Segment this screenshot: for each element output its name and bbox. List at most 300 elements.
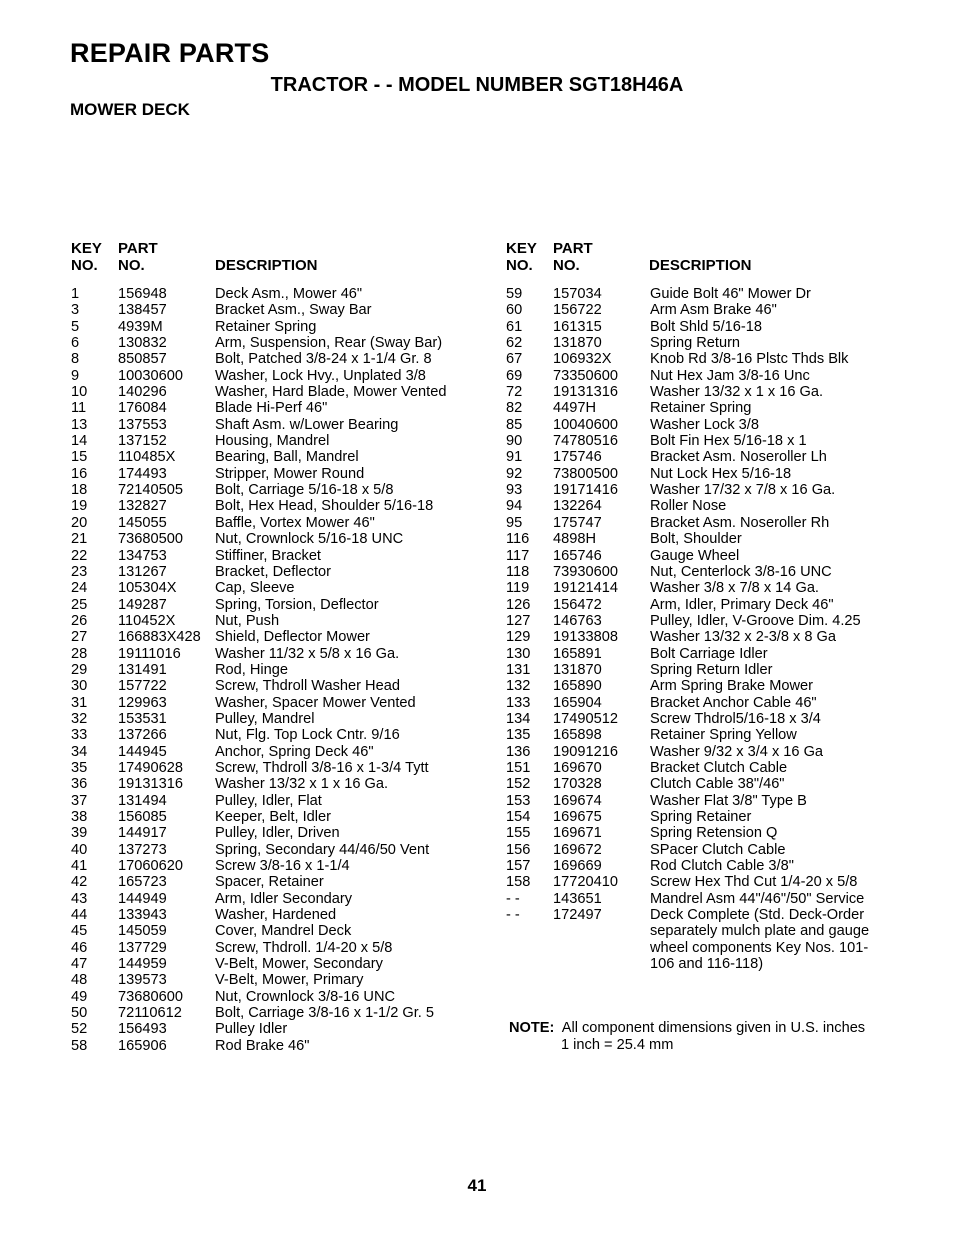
description: Retainer Spring Yellow <box>650 727 797 744</box>
part-no: 19171416 <box>553 482 618 499</box>
model-subtitle: TRACTOR - - MODEL NUMBER SGT18H46A <box>270 74 684 96</box>
table-row <box>506 776 906 792</box>
table-row <box>506 564 906 580</box>
table-row <box>506 891 906 907</box>
table-rows-right <box>506 286 906 972</box>
key-no: 32 <box>71 710 88 727</box>
part-no: 110485X <box>118 449 176 466</box>
key-no: 118 <box>506 563 530 580</box>
key-no: 48 <box>71 972 88 989</box>
part-no: 174493 <box>118 465 167 482</box>
table-row <box>71 760 471 776</box>
description: Spring, Torsion, Deflector <box>215 596 379 613</box>
table-row <box>71 384 471 400</box>
part-no: 156722 <box>553 302 602 319</box>
key-header-line1: KEY <box>71 240 102 257</box>
table-row <box>71 825 471 841</box>
part-no: 144949 <box>118 890 167 907</box>
key-no: 41 <box>71 858 88 875</box>
table-row <box>71 1038 471 1054</box>
description: Arm Spring Brake Mower <box>650 678 814 695</box>
table-row <box>506 727 906 743</box>
part-no: 169669 <box>553 858 602 875</box>
key-no: 131 <box>506 661 531 678</box>
key-no: 36 <box>71 776 88 793</box>
description: 106 and 116-118) <box>650 956 764 973</box>
part-no: 106932X <box>553 351 612 368</box>
description: Washer Flat 3/8" Type B <box>650 792 807 809</box>
part-no: 161315 <box>553 318 602 335</box>
description: Bolt, Carriage 3/8-16 x 1-1/2 Gr. 5 <box>215 1005 435 1022</box>
description: Cover, Mandrel Deck <box>215 923 352 940</box>
part-no: 131494 <box>118 792 167 809</box>
key-no: 129 <box>506 629 531 646</box>
description: Nut, Crownlock 5/16-18 UNC <box>215 531 404 548</box>
description: Arm, Suspension, Rear (Sway Bar) <box>215 335 443 352</box>
key-no: - - <box>506 907 520 924</box>
part-no: 165898 <box>553 727 602 744</box>
key-no: 127 <box>506 612 531 629</box>
section-heading: MOWER DECK <box>70 100 190 119</box>
key-no: 31 <box>71 694 88 711</box>
key-no: 117 <box>506 547 530 564</box>
description: Deck Asm., Mower 46" <box>215 286 363 302</box>
description: Rod Brake 46" <box>215 1037 310 1054</box>
table-row <box>71 776 471 792</box>
table-row <box>71 449 471 465</box>
part-no: 153531 <box>118 710 167 727</box>
part-no: 165723 <box>118 874 167 891</box>
description: Spring Retainer <box>650 809 752 825</box>
key-no: 14 <box>71 433 88 450</box>
key-no: 95 <box>506 514 523 531</box>
part-no: 166883X428 <box>118 629 201 646</box>
table-header-right <box>506 240 906 278</box>
part-no: 169675 <box>553 809 602 825</box>
table-row <box>506 482 906 498</box>
description: Deck Complete (Std. Deck-Order <box>650 907 865 924</box>
key-no: - - <box>506 890 520 907</box>
table-row <box>506 793 906 809</box>
description: Gauge Wheel <box>650 547 740 564</box>
description: Spring Return Idler <box>650 661 773 678</box>
description-header: DESCRIPTION <box>215 257 318 274</box>
part-header-line1: PART <box>553 240 593 257</box>
part-no: 165906 <box>118 1037 167 1054</box>
description: Retainer Spring <box>215 318 317 335</box>
key-no: 156 <box>506 841 531 858</box>
table-row <box>506 695 906 711</box>
key-no: 22 <box>71 547 88 564</box>
description: Retainer Spring <box>650 400 752 417</box>
key-no: 85 <box>506 416 523 433</box>
description-header: DESCRIPTION <box>649 257 752 274</box>
table-header-left <box>71 240 471 278</box>
key-no: 15 <box>71 449 88 466</box>
table-row <box>71 842 471 858</box>
table-row <box>71 1021 471 1037</box>
table-row <box>71 515 471 531</box>
description: Bracket, Deflector <box>215 563 331 580</box>
description: Stripper, Mower Round <box>215 465 365 482</box>
table-row <box>506 825 906 841</box>
table-row <box>506 302 906 318</box>
table-row <box>506 351 906 367</box>
table-row <box>506 711 906 727</box>
description: Keeper, Belt, Idler <box>215 809 332 825</box>
note <box>509 1020 909 1054</box>
description: V-Belt, Mower, Primary <box>215 972 364 989</box>
table-row <box>506 433 906 449</box>
part-no: 19091216 <box>553 743 618 760</box>
part-no: 19111016 <box>118 645 181 662</box>
description: Washer, Spacer Mower Vented <box>215 694 416 711</box>
table-row <box>71 466 471 482</box>
description: Bracket Anchor Cable 46" <box>650 694 817 711</box>
key-no: 58 <box>71 1037 88 1054</box>
description: Washer 9/32 x 3/4 x 16 Ga <box>650 743 824 760</box>
key-no: 158 <box>506 874 531 891</box>
description: Bolt Fin Hex 5/16-18 x 1 <box>650 433 807 450</box>
description: Pulley, Idler, Driven <box>215 825 340 842</box>
description: Roller Nose <box>650 498 727 515</box>
table-row <box>506 368 906 384</box>
description: Nut Lock Hex 5/16-18 <box>650 465 792 482</box>
key-no: 69 <box>506 367 523 384</box>
description: Screw Thdrol5/16-18 x 3/4 <box>650 710 821 727</box>
description: Pulley, Mandrel <box>215 710 315 727</box>
table-row <box>506 498 906 514</box>
key-no: 21 <box>71 531 88 548</box>
description: Anchor, Spring Deck 46" <box>215 743 374 760</box>
key-no: 50 <box>71 1005 88 1022</box>
table-row <box>506 580 906 596</box>
key-no: 130 <box>506 645 531 662</box>
table-row <box>71 613 471 629</box>
description: Nut, Centerlock 3/8-16 UNC <box>650 563 832 580</box>
description: separately mulch plate and gauge <box>650 923 870 940</box>
description: Screw 3/8-16 x 1-1/4 <box>215 858 350 875</box>
description: Bolt Carriage Idler <box>650 645 768 662</box>
part-no: 129963 <box>118 694 167 711</box>
part-no: 172497 <box>553 907 602 924</box>
part-no: 165904 <box>553 694 602 711</box>
table-row <box>71 793 471 809</box>
table-row <box>506 874 906 890</box>
key-no: 11 <box>71 400 87 417</box>
table-row <box>71 482 471 498</box>
key-no: 92 <box>506 465 523 482</box>
description: Washer 13/32 x 2-3/8 x 8 Ga <box>650 629 837 646</box>
part-no: 137152 <box>118 433 167 450</box>
key-no: 46 <box>71 939 88 956</box>
table-row <box>71 678 471 694</box>
table-row <box>71 907 471 923</box>
part-no: 131491 <box>118 661 167 678</box>
key-no: 34 <box>71 743 88 760</box>
key-no: 135 <box>506 727 531 744</box>
key-no: 133 <box>506 694 531 711</box>
key-no: 24 <box>71 580 88 597</box>
key-no: 5 <box>71 318 80 335</box>
key-no: 47 <box>71 956 88 973</box>
key-no: 151 <box>506 759 531 776</box>
key-no: 39 <box>71 825 88 842</box>
table-row <box>71 319 471 335</box>
parts-table-right <box>506 240 906 972</box>
table-row <box>506 515 906 531</box>
table-row <box>506 907 906 923</box>
part-no: 131870 <box>553 661 602 678</box>
part-no: 144945 <box>118 743 167 760</box>
table-row <box>506 760 906 776</box>
part-no: 169674 <box>553 792 602 809</box>
part-no: 137273 <box>118 841 167 858</box>
part-no: 74780516 <box>553 433 618 450</box>
description: Bracket Clutch Cable <box>650 759 788 776</box>
part-header-line2: NO. <box>553 257 580 274</box>
key-header-line1: KEY <box>506 240 537 257</box>
part-no: 137553 <box>118 416 167 433</box>
table-row <box>506 858 906 874</box>
key-header-line2: NO. <box>506 257 533 274</box>
part-header-line1: PART <box>118 240 158 257</box>
table-row <box>71 711 471 727</box>
page-number: 41 <box>467 1176 487 1195</box>
description: Knob Rd 3/8-16 Plstc Thds Blk <box>650 351 849 368</box>
key-no: 3 <box>71 302 80 319</box>
table-row <box>506 809 906 825</box>
key-no: 13 <box>71 416 88 433</box>
key-no: 44 <box>71 907 88 924</box>
table-row <box>71 874 471 890</box>
key-no: 152 <box>506 776 531 793</box>
description: Rod Clutch Cable 3/8" <box>650 858 794 875</box>
description: Cap, Sleeve <box>215 580 295 597</box>
part-no: 170328 <box>553 776 602 793</box>
description: Arm, Idler, Primary Deck 46" <box>650 596 834 613</box>
key-no: 67 <box>506 351 523 368</box>
part-no: 17490512 <box>553 710 618 727</box>
description: Pulley, Idler, V-Groove Dim. 4.25 <box>650 612 861 629</box>
key-no: 136 <box>506 743 531 760</box>
part-no: 19131316 <box>553 384 618 401</box>
key-no: 28 <box>71 645 88 662</box>
key-no: 37 <box>71 792 88 809</box>
key-no: 154 <box>506 809 531 825</box>
table-row <box>506 384 906 400</box>
table-row <box>71 548 471 564</box>
table-row <box>71 662 471 678</box>
key-no: 8 <box>71 351 80 368</box>
note-label: NOTE: <box>509 1020 555 1036</box>
table-row <box>71 498 471 514</box>
table-row <box>71 351 471 367</box>
part-header-line2: NO. <box>118 257 145 274</box>
table-row <box>71 597 471 613</box>
part-no: 144917 <box>118 825 167 842</box>
key-no: 91 <box>506 449 523 466</box>
description: Shaft Asm. w/Lower Bearing <box>215 416 399 433</box>
page-title: REPAIR PARTS <box>70 38 270 68</box>
part-no: 73680500 <box>118 531 183 548</box>
part-no: 137729 <box>118 939 167 956</box>
key-no: 40 <box>71 841 88 858</box>
description: Clutch Cable 38"/46" <box>650 776 785 793</box>
table-row <box>506 597 906 613</box>
description: Mandrel Asm 44"/46"/50" Service <box>650 890 865 907</box>
key-no: 35 <box>71 759 88 776</box>
table-row <box>71 302 471 318</box>
part-no: 132827 <box>118 498 167 515</box>
table-row <box>506 662 906 678</box>
description: Washer 13/32 x 1 x 16 Ga. <box>650 384 824 401</box>
part-no: 175746 <box>553 449 602 466</box>
part-no: 73680600 <box>118 988 183 1005</box>
part-no: 169670 <box>553 759 602 776</box>
key-no: 33 <box>71 727 88 744</box>
part-no: 145055 <box>118 514 167 531</box>
part-no: 19133808 <box>553 629 618 646</box>
description: Baffle, Vortex Mower 46" <box>215 514 375 531</box>
part-no: 156948 <box>118 286 167 302</box>
description: Washer 3/8 x 7/8 x 14 Ga. <box>650 580 819 597</box>
key-no: 6 <box>71 335 80 352</box>
key-no: 62 <box>506 335 523 352</box>
key-no: 61 <box>506 318 523 335</box>
part-no: 169671 <box>553 825 602 842</box>
key-no: 52 <box>71 1021 88 1038</box>
description: Spacer, Retainer <box>215 874 324 891</box>
table-row <box>506 531 906 547</box>
key-no: 153 <box>506 792 531 809</box>
part-no: 140296 <box>118 384 167 401</box>
part-no: 175747 <box>553 514 602 531</box>
description: Bracket Asm. Noseroller Lh <box>650 449 827 466</box>
table-row <box>71 646 471 662</box>
key-no: 157 <box>506 858 531 875</box>
key-no: 23 <box>71 563 88 580</box>
key-no: 72 <box>506 384 523 401</box>
key-no: 19 <box>71 498 88 515</box>
key-no: 20 <box>71 514 88 531</box>
part-no: 110452X <box>118 612 176 629</box>
key-no: 38 <box>71 809 88 825</box>
part-no: 10040600 <box>553 416 618 433</box>
description: wheel components Key Nos. 101- <box>650 939 869 956</box>
description: Nut, Crownlock 3/8-16 UNC <box>215 988 396 1005</box>
description: Spring Retension Q <box>650 825 778 842</box>
table-row <box>506 629 906 645</box>
description: Washer, Hardened <box>215 907 337 924</box>
table-row <box>506 646 906 662</box>
part-no: 143651 <box>553 890 602 907</box>
description: Stiffiner, Bracket <box>215 547 321 564</box>
table-row <box>71 335 471 351</box>
table-row <box>506 286 906 302</box>
key-no: 134 <box>506 710 531 727</box>
key-no: 116 <box>506 531 530 548</box>
part-no: 73350600 <box>553 367 618 384</box>
part-no: 165891 <box>553 645 602 662</box>
table-row <box>506 956 906 972</box>
description: Screw Hex Thd Cut 1/4-20 x 5/8 <box>650 874 858 891</box>
table-row <box>506 449 906 465</box>
description: Bolt, Patched 3/8-24 x 1-1/4 Gr. 8 <box>215 351 432 368</box>
part-no: 10030600 <box>118 367 183 384</box>
description: Bolt, Hex Head, Shoulder 5/16-18 <box>215 498 434 515</box>
description: Arm Asm Brake 46" <box>650 302 777 319</box>
description: Shield, Deflector Mower <box>215 629 370 646</box>
table-row <box>71 433 471 449</box>
table-row <box>71 629 471 645</box>
table-row <box>71 956 471 972</box>
part-no: 134753 <box>118 547 167 564</box>
description: Bracket Asm., Sway Bar <box>215 302 372 319</box>
table-row <box>71 923 471 939</box>
key-no: 26 <box>71 612 88 629</box>
part-no: 176084 <box>118 400 167 417</box>
description: Washer Lock 3/8 <box>650 416 759 433</box>
key-no: 49 <box>71 988 88 1005</box>
part-no: 156472 <box>553 596 602 613</box>
part-no: 17720410 <box>553 874 618 891</box>
table-row <box>71 400 471 416</box>
table-row <box>506 400 906 416</box>
table-row <box>71 972 471 988</box>
description: Bolt Shld 5/16-18 <box>650 318 762 335</box>
part-no: 132264 <box>553 498 602 515</box>
table-row <box>71 1005 471 1021</box>
key-no: 25 <box>71 596 88 613</box>
key-no: 43 <box>71 890 88 907</box>
table-row <box>71 564 471 580</box>
part-no: 133943 <box>118 907 167 924</box>
part-no: 850857 <box>118 351 167 368</box>
part-no: 72140505 <box>118 482 183 499</box>
description: Bolt, Carriage 5/16-18 x 5/8 <box>215 482 394 499</box>
table-row <box>71 809 471 825</box>
table-row <box>506 319 906 335</box>
table-row <box>71 891 471 907</box>
part-no: 156085 <box>118 809 167 825</box>
description: Bearing, Ball, Mandrel <box>215 449 359 466</box>
key-no: 59 <box>506 286 523 302</box>
table-row <box>506 940 906 956</box>
description: Nut Hex Jam 3/8-16 Unc <box>650 367 810 384</box>
table-row <box>71 744 471 760</box>
part-no: 72110612 <box>118 1005 182 1022</box>
part-no: 146763 <box>553 612 602 629</box>
table-row <box>506 923 906 939</box>
table-row <box>506 466 906 482</box>
description: SPacer Clutch Cable <box>650 841 786 858</box>
table-row <box>506 613 906 629</box>
key-no: 27 <box>71 629 88 646</box>
description: Pulley, Idler, Flat <box>215 792 322 809</box>
table-row <box>71 940 471 956</box>
table-row <box>71 727 471 743</box>
key-no: 119 <box>506 580 530 597</box>
note-line1: All component dimensions given in U.S. inches <box>561 1020 866 1036</box>
key-no: 93 <box>506 482 523 499</box>
key-no: 126 <box>506 596 531 613</box>
part-no: 144959 <box>118 956 167 973</box>
part-no: 4898H <box>553 531 597 548</box>
description: Screw, Thdroll 3/8-16 x 1-3/4 Tytt <box>215 759 429 776</box>
description: Screw, Thdroll. 1/4-20 x 5/8 <box>215 939 393 956</box>
table-row <box>71 417 471 433</box>
